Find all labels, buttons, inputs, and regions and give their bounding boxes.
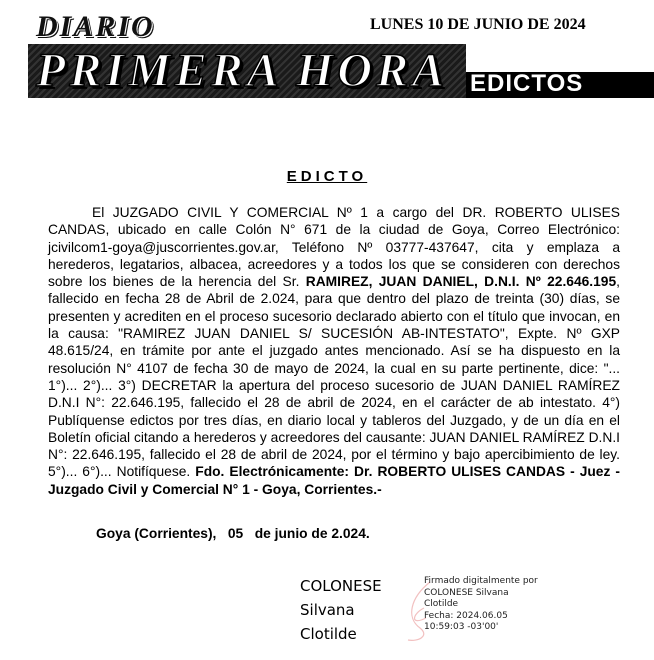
edicto-signed-by: Fdo. Electrónicamente: Dr. ROBERTO ULISES CANDAS - Juez - Juzgado Civil y Comercial N° 1 - Goya, Corrientes.-: [48, 464, 620, 497]
edicto-deceased-name: RAMIREZ, JUAN DANIEL, D.N.I. Nº 22.646.195: [305, 274, 617, 290]
edicto-heading: EDICTO: [286, 168, 368, 185]
signature-info-line: Fecha: 2024.06.05: [424, 610, 508, 621]
signature-name-line: Clotilde: [300, 625, 357, 643]
masthead: [0, 0, 654, 100]
newspaper-title: PRIMERA HORA: [36, 44, 449, 97]
city-date: Goya (Corrientes), 05 de junio de 2.024.: [96, 526, 370, 541]
masthead-diario: DIARIO: [36, 10, 155, 43]
signature-name-line: COLONESE: [300, 577, 382, 595]
publication-date: LUNES 10 DE JUNIO DE 2024: [370, 16, 586, 33]
edicto-body: [48, 204, 620, 498]
digital-signature-info: [424, 576, 538, 634]
section-label: EDICTOS: [470, 72, 584, 97]
signature-info-line: COLONESE Silvana: [424, 587, 509, 598]
signature-info-line: Firmado digitalmente por: [424, 576, 538, 586]
signature-name: [300, 574, 382, 646]
signature-name-line: Silvana: [300, 601, 355, 619]
edicto-text-part1: El JUZGADO CIVIL Y COMERCIAL Nº 1 a cargo del DR. ROBERTO ULISES CANDAS, ubicado en calle Colón N° 671 de la ciudad de Goya, Correo Electrónico: jcivilcom1-goya@juscorrientes.gov.ar, Teléfono Nº 03777-437647, cita y emplaza a herederos, legatarios, albacea, acreedores y a todos los que se consideren con derechos sobre los bienes de la herencia del Sr.: [48, 205, 620, 290]
section-banner: [466, 72, 654, 98]
signature-info-line: 10:59:03 -03'00': [424, 622, 499, 632]
edicto-text-part2: , fallecido en fecha 28 de Abril de 2.024, para que dentro del plazo de treinta (30) días, se presenten y acrediten en el proceso sucesorio declarado abierto con el título que invocan, en la causa: "RAMIREZ JUAN DANIEL S/ SUCESIÓN AB-INTESTATO", Expte. Nº GXP 48.615/24, en trámite por ante el juzgado antes mencionado. Así se ha dispuesto en la resolución N° 4107 de fecha 30 de mayo de 2024, la cual en su parte pertinente, dice: "... 1°)... 2°)... 3°) DECRETAR la apertura del proceso sucesorio de JUAN DANIEL RAMÍREZ D.N.I N°: 22.646.195, fallecido el 28 de abril de 2024, en el carácter de ab intestato. 4°) Publíquense edictos por tres días, en diario local y tableros del Juzgado, y de un día en el Boletín oficial citando a herederos y acreedores del causante: JUAN DANIEL RAMÍREZ D.N.I N°: 22.646.195, fallecido el 28 de abril de 2024, por el término y bajo apercibimiento de ley. 5°)... 6°)... Notifíquese.: [48, 274, 620, 480]
signature-info-line: Clotilde: [424, 599, 459, 609]
